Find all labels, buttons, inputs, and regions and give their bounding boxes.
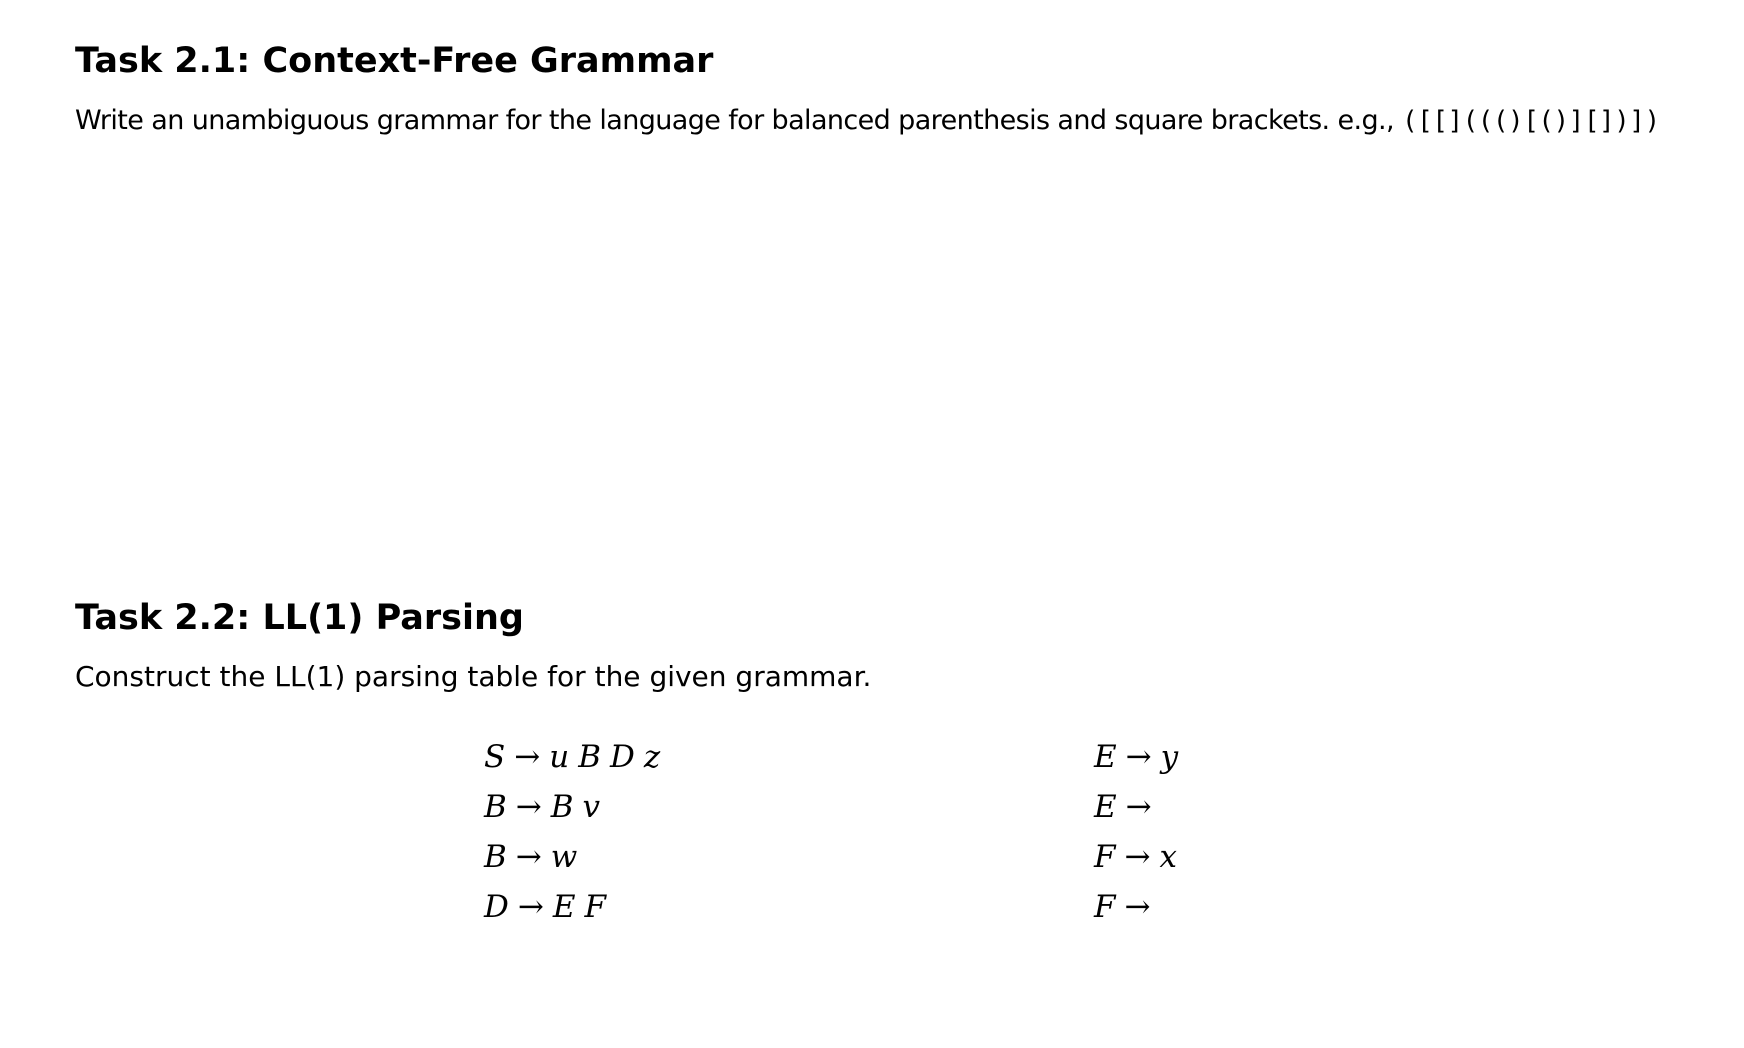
rule-lhs: B: [484, 789, 507, 825]
rule-arrow: →: [1125, 739, 1152, 775]
rule-rhs-symbol: B: [578, 739, 601, 775]
grammar-rule: [484, 882, 669, 932]
rule-rhs-symbol: F: [584, 889, 606, 925]
rule-rhs-symbol: v: [582, 789, 601, 825]
task-2-2-description: Construct the LL(1) parsing table for the given grammar.: [75, 660, 872, 693]
rule-rhs-symbol: w: [550, 839, 578, 875]
rule-lhs: E: [1094, 739, 1117, 775]
rule-lhs: F: [1094, 889, 1116, 925]
grammar-rule: [1094, 782, 1187, 832]
rule-arrow: →: [1124, 839, 1151, 875]
rule-rhs-symbol: u: [549, 739, 570, 775]
task-2-1-description: [75, 107, 1660, 134]
rule-lhs: S: [484, 739, 506, 775]
grammar-rule: [1094, 832, 1187, 882]
grammar-rule: [484, 732, 669, 782]
rule-rhs-symbol: z: [643, 739, 661, 775]
rule-arrow: →: [515, 839, 542, 875]
rule-arrow: →: [515, 789, 542, 825]
grammar-rule: [1094, 882, 1187, 932]
rule-rhs-symbol: B: [550, 789, 574, 825]
grammar-rules-left: [484, 732, 669, 932]
rule-arrow: →: [514, 739, 541, 775]
task-2-1-title: Task 2.1: Context-Free Grammar: [75, 41, 714, 81]
grammar-rule: [484, 782, 669, 832]
grammar-rule: [484, 832, 669, 882]
rule-arrow: →: [517, 889, 544, 925]
rule-rhs-symbol: D: [609, 739, 635, 775]
grammar-rules-right: [1094, 732, 1187, 932]
rule-arrow: →: [1125, 789, 1152, 825]
rule-arrow: →: [1124, 889, 1151, 925]
rule-rhs-symbol: x: [1159, 839, 1177, 875]
grammar-rule: [1094, 732, 1187, 782]
task-2-2-title: Task 2.2: LL(1) Parsing: [75, 598, 524, 638]
rule-lhs: D: [484, 889, 509, 925]
rule-lhs: E: [1094, 789, 1117, 825]
rule-lhs: B: [484, 839, 507, 875]
task-2-1-text: Write an unambiguous grammar for the language for balanced parenthesis and square brackets. e.g.,: [75, 105, 1402, 136]
rule-lhs: F: [1094, 839, 1116, 875]
bracket-example: ([[]((()[()][])]): [1401, 106, 1660, 136]
rule-rhs-symbol: y: [1160, 739, 1179, 775]
rule-rhs-symbol: E: [552, 889, 576, 925]
